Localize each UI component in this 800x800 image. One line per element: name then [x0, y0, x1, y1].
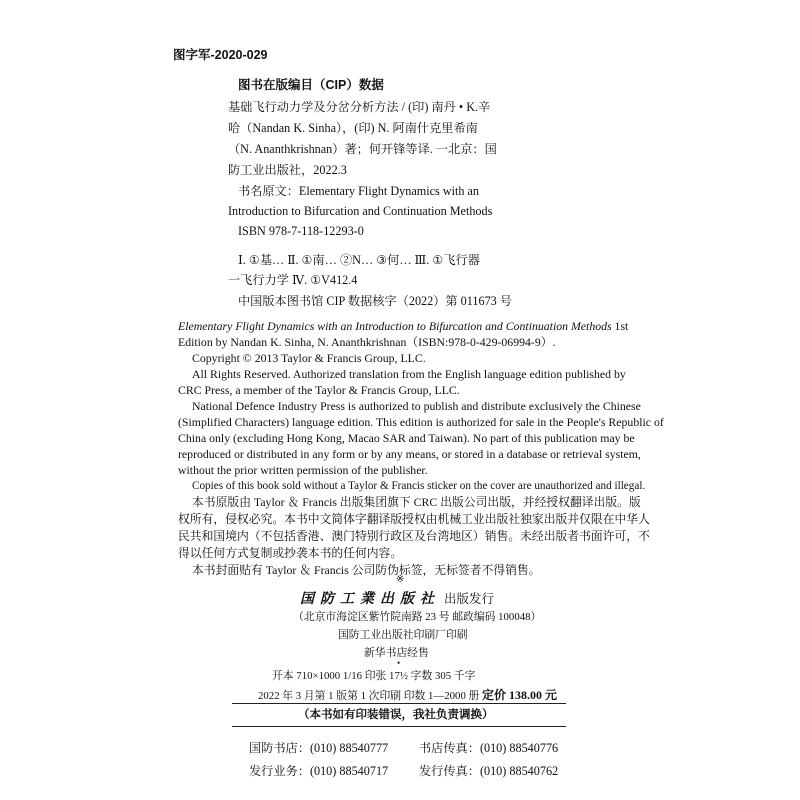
edition-suffix: 1st: [611, 319, 629, 333]
edition-text: 2022 年 3 月第 1 版第 1 次印刷 印数 1—2000 册: [258, 690, 480, 702]
cip-line: Ⅰ. ①基… Ⅱ. ①南… ②N… ③何… Ⅲ. ①飞行器: [238, 253, 480, 267]
cip-line: 基础飞行动力学及分岔分析方法 / (印) 南丹 • K.辛: [228, 100, 491, 114]
copyright-line: Copyright © 2013 Taylor & Francis Group, LLC.: [192, 351, 426, 365]
price: 定价 138.00 元: [482, 688, 558, 702]
original-title: Elementary Flight Dynamics with an Introduction to Bifurcation and Continuation Methods: [178, 319, 612, 333]
copyright-line: All Rights Reserved. Authorized translation from the English language edition published by: [192, 367, 626, 381]
distributor-info: 新华书店经售: [364, 647, 429, 659]
publish-label: 出版发行: [444, 592, 495, 606]
cip-line: 一飞行力学 Ⅳ. ①V412.4: [228, 273, 358, 287]
divider: [232, 703, 566, 704]
publisher-line: [300, 588, 494, 610]
contact-label: 书店传真：: [419, 741, 480, 755]
cip-line: 书名原文：Elementary Flight Dynamics with an: [238, 184, 480, 198]
contact-label: 国防书店：: [249, 741, 310, 755]
contact-label: 发行传真：: [419, 764, 480, 778]
cn-license-line: 本书原版由 Taylor ＆ Francis 出版集团旗下 CRC 出版公司出版，并经授权翻译出版。版: [192, 495, 641, 509]
cip-title: 图书在版编目（CIP）数据: [238, 78, 384, 92]
divider: [232, 726, 566, 727]
printer-info: 国防工业出版社印刷厂印刷: [338, 629, 468, 641]
copyright-line: without the prior written permission of the publisher.: [178, 463, 428, 477]
bullet-mark: •: [397, 658, 401, 668]
contact-value: (010) 88540762: [479, 764, 559, 778]
print-error-notice: （本书如有印装错误，我社负责调换）: [298, 709, 494, 721]
cip-line: （N. Ananthkrishnan）著；何开锋等译. 一北京：国: [228, 142, 497, 156]
cip-line: ISBN 978-7-118-12293-0: [238, 224, 364, 238]
copyright-line: National Defence Industry Press is authorized to publish and distribute exclusively the Chinese: [192, 399, 641, 413]
cip-line: 哈（Nandan K. Sinha），(印) N. 阿南什克里希南: [228, 121, 478, 135]
registration-number: 图字军-2020-029: [173, 48, 268, 62]
copyright-line: CRC Press, a member of the Taylor & Francis Group, LLC.: [178, 383, 460, 397]
copyright-line: China only (excluding Hong Kong, Macao SAR and Taiwan). No part of this publication may be: [178, 431, 635, 445]
contact-distribution: [249, 761, 388, 782]
contact-value: (010) 88540776: [479, 741, 559, 755]
contact-distribution-fax: [419, 761, 558, 782]
copyright-line: Copies of this book sold without a Taylor & Francis sticker on the cover are unauthorized and illegal.: [192, 480, 646, 492]
contact-bookstore-fax: [419, 738, 558, 759]
cn-license-line: 民共和国境内（不包括香港、澳门特别行政区及台湾地区）销售。未经出版者书面许可，不: [178, 529, 650, 543]
copyright-line: (Simplified Characters) language edition. This edition is authorized for sale in the People's Republic of: [178, 415, 664, 429]
cip-line: Introduction to Bifurcation and Continuation Methods: [228, 204, 493, 218]
edition-info: [258, 686, 557, 703]
cn-license-line: 得以任何方式复制或抄袭本书的任何内容。: [178, 546, 403, 560]
contact-bookstore: [249, 738, 388, 759]
print-specs: 开本 710×1000 1/16 印张 17½ 字数 305 千字: [272, 670, 476, 682]
contact-value: (010) 88540717: [309, 764, 389, 778]
publisher-address: （北京市海淀区紫竹院南路 23 号 邮政编码 100048）: [293, 611, 542, 623]
contact-value: (010) 88540777: [309, 741, 389, 755]
copyright-line: [178, 318, 628, 334]
copyright-line: Edition by Nandan K. Sinha, N. Ananthkrishnan（ISBN:978-0-429-06994-9）.: [178, 335, 556, 349]
cip-line: 防工业出版社，2022.3: [228, 163, 347, 177]
contact-label: 发行业务：: [249, 764, 310, 778]
cn-license-line: 本书封面贴有 Taylor ＆ Francis 公司防伪标签，无标签者不得销售。: [192, 563, 541, 577]
cn-license-line: 权所有，侵权必究。本书中文简体字翻译版授权由机械工业出版社独家出版并仅限在中华人: [178, 512, 650, 526]
copyright-line: reproduced or distributed in any form or by any means, or stored in a database or retrieval system,: [178, 447, 641, 461]
publisher-calligraphy-logo: 国防工業出版社: [300, 591, 440, 607]
cip-line: 中国版本图书馆 CIP 数据核字（2022）第 011673 号: [238, 294, 512, 308]
section-mark: ※: [396, 574, 405, 585]
